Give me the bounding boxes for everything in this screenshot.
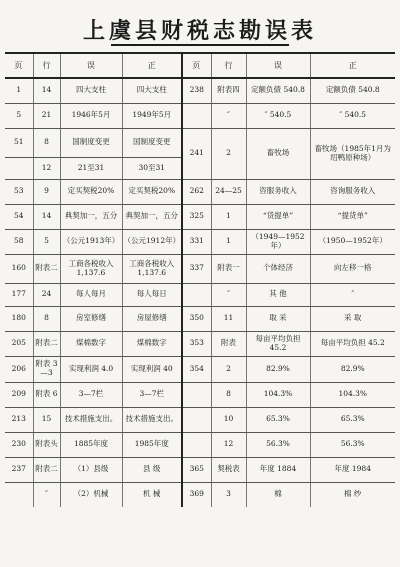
cell-left-page: 160: [5, 254, 33, 283]
cell-left-page: 213: [5, 407, 33, 432]
cell-left-page: 54: [5, 204, 33, 229]
cell-left-correct: 房屋修缮: [122, 306, 182, 331]
cell-left-line: 附表二: [33, 254, 60, 283]
cell-left-line: 附表头: [33, 432, 60, 457]
table-row: [5, 306, 395, 331]
cell-right-page: [182, 407, 211, 432]
cell-left-error: 典契加一，五分: [60, 204, 122, 229]
cell-right-page: 350: [182, 306, 211, 331]
cell-left-error: 房室修缮: [60, 306, 122, 331]
cell-right-correct: 咨询服务收入: [310, 179, 395, 204]
cell-right-page: [182, 382, 211, 407]
cell-left-line: 附表二: [33, 331, 60, 356]
cell-right-error: 个体经济: [246, 254, 310, 283]
cell-left-line: 8: [33, 306, 60, 331]
cell-right-error: 咨服务收入: [246, 179, 310, 204]
cell-left-line: 9: [33, 179, 60, 204]
cell-left-correct: 1949年5月: [122, 103, 182, 128]
cell-left-line: 21: [33, 103, 60, 128]
cell-right-correct: 82.9%: [310, 356, 395, 382]
cell-right-line: ″: [211, 283, 246, 306]
cell-right-page: 241: [182, 128, 211, 179]
cell-right-page: [182, 432, 211, 457]
cell-left-page: 206: [5, 356, 33, 382]
cell-left-page: 53: [5, 179, 33, 204]
cell-left-line: 5: [33, 229, 60, 254]
cell-left-page: 51: [5, 128, 33, 157]
cell-right-line: ″: [211, 103, 246, 128]
cell-right-correct: 定额负债 540.8: [310, 78, 395, 103]
cell-right-line: 12: [211, 432, 246, 457]
cell-right-line: 附表一: [211, 254, 246, 283]
cell-right-page: 262: [182, 179, 211, 204]
cell-left-error: 3—7栏: [60, 382, 122, 407]
table-row: [5, 78, 395, 103]
cell-right-line: 11: [211, 306, 246, 331]
cell-left-correct: 四大支柱: [122, 78, 182, 103]
cell-right-error: 65.3%: [246, 407, 310, 432]
cell-right-correct: “提货单”: [310, 204, 395, 229]
cell-right-error: 棉: [246, 482, 310, 507]
cell-left-error: 1885年度: [60, 432, 122, 457]
cell-left-line: 8: [33, 128, 60, 157]
cell-left-error: 21至31: [60, 157, 122, 179]
cell-left-page: 5: [5, 103, 33, 128]
cell-right-line: 附表: [211, 331, 246, 356]
cell-right-page: [182, 283, 211, 306]
table-header-row: [5, 53, 395, 78]
cell-left-correct: 煤棉数字: [122, 331, 182, 356]
table-row: [5, 103, 395, 128]
table-row: [5, 407, 395, 432]
cell-left-correct: 1985年度: [122, 432, 182, 457]
cell-left-line: 附表二: [33, 457, 60, 482]
cell-right-correct: ″ 540.5: [310, 103, 395, 128]
cell-right-correct: （1950—1952年）: [310, 229, 395, 254]
cell-left-error: 定买契税20%: [60, 179, 122, 204]
cell-left-page: 58: [5, 229, 33, 254]
cell-left-correct: 工商各税收入 1,137.6: [122, 254, 182, 283]
cell-right-error: 年度 1884: [246, 457, 310, 482]
cell-left-error: 实现利润 4.0: [60, 356, 122, 382]
cell-left-page: 1: [5, 78, 33, 103]
header-error-right: 误: [246, 53, 310, 78]
cell-right-line: 契税表: [211, 457, 246, 482]
cell-left-page: 205: [5, 331, 33, 356]
cell-left-correct: 县 级: [122, 457, 182, 482]
header-error-left: 误: [60, 53, 122, 78]
cell-right-error: 其 他: [246, 283, 310, 306]
cell-right-page: 353: [182, 331, 211, 356]
cell-right-page: 365: [182, 457, 211, 482]
cell-right-error: “货提单”: [246, 204, 310, 229]
cell-right-error: （1949—1952年）: [246, 229, 310, 254]
cell-right-line: 8: [211, 382, 246, 407]
cell-left-line: 12: [33, 157, 60, 179]
header-line-left: 行: [33, 53, 60, 78]
cell-left-error: 工商各税收入 1,137.6: [60, 254, 122, 283]
table-row: [5, 331, 395, 356]
cell-left-line: 24: [33, 283, 60, 306]
cell-left-page: 237: [5, 457, 33, 482]
cell-right-line: 附表四: [211, 78, 246, 103]
cell-right-error: 每亩平均负担 45.2: [246, 331, 310, 356]
cell-left-correct: 定买契税20%: [122, 179, 182, 204]
header-line-right: 行: [211, 53, 246, 78]
cell-right-page: 337: [182, 254, 211, 283]
cell-left-error: 每人每月: [60, 283, 122, 306]
cell-right-line: 3: [211, 482, 246, 507]
table-row: [5, 382, 395, 407]
table-row: [5, 482, 395, 507]
cell-right-correct: 年度 1984: [310, 457, 395, 482]
cell-left-error: （公元1913年）: [60, 229, 122, 254]
cell-left-correct: 每人每日: [122, 283, 182, 306]
table-row: [5, 204, 395, 229]
cell-right-error: 56.3%: [246, 432, 310, 457]
cell-right-correct: 56.3%: [310, 432, 395, 457]
cell-left-correct: 机 械: [122, 482, 182, 507]
cell-right-page: 369: [182, 482, 211, 507]
cell-right-line: 2: [211, 128, 246, 179]
page-title: 上虞县财税志勘误表: [82, 19, 317, 44]
cell-left-error: 技术措施支出。: [60, 407, 122, 432]
table-row: [5, 179, 395, 204]
cell-left-page: 180: [5, 306, 33, 331]
table-row: [5, 229, 395, 254]
cell-right-line: 1: [211, 204, 246, 229]
table-row: [5, 356, 395, 382]
cell-left-page: 209: [5, 382, 33, 407]
cell-left-correct: 技术措施支出。: [122, 407, 182, 432]
cell-left-error: 1946年5月: [60, 103, 122, 128]
cell-right-error: 定额负债 540.8: [246, 78, 310, 103]
header-correct-left: 正: [122, 53, 182, 78]
table-row: [5, 128, 395, 157]
cell-left-correct: 国制度变更: [122, 128, 182, 157]
cell-right-line: 24—25: [211, 179, 246, 204]
cell-right-page: 331: [182, 229, 211, 254]
cell-right-correct: ″: [310, 283, 395, 306]
cell-right-line: 2: [211, 356, 246, 382]
cell-right-error: 82.9%: [246, 356, 310, 382]
cell-left-page: [5, 482, 33, 507]
header-page-left: 页: [5, 53, 33, 78]
cell-right-line: 1: [211, 229, 246, 254]
cell-left-error: （1）县级: [60, 457, 122, 482]
errata-table: [5, 52, 395, 507]
table-row: [5, 432, 395, 457]
cell-left-line: 14: [33, 204, 60, 229]
table-row: [5, 457, 395, 482]
cell-left-correct: 典契加一，五分: [122, 204, 182, 229]
cell-left-line: 附表 3—3: [33, 356, 60, 382]
cell-right-error: 畜牧场: [246, 128, 310, 179]
cell-left-line: 14: [33, 78, 60, 103]
cell-left-line: 15: [33, 407, 60, 432]
cell-left-correct: （公元1912年）: [122, 229, 182, 254]
title-underline: [111, 44, 289, 46]
cell-right-correct: 采 取: [310, 306, 395, 331]
cell-right-page: 238: [182, 78, 211, 103]
cell-right-correct: 畜牧场（1985年1月为绍鸭原种场）: [310, 128, 395, 179]
table-row: [5, 254, 395, 283]
header-correct-right: 正: [310, 53, 395, 78]
cell-left-error: 煤棉数字: [60, 331, 122, 356]
cell-left-page: [5, 157, 33, 179]
table-body: [5, 78, 395, 507]
cell-left-page: 177: [5, 283, 33, 306]
cell-right-correct: 棉 纱: [310, 482, 395, 507]
cell-right-correct: 104.3%: [310, 382, 395, 407]
cell-left-correct: 3—7栏: [122, 382, 182, 407]
header-page-right: 页: [182, 53, 211, 78]
cell-right-page: [182, 103, 211, 128]
cell-right-correct: 向左移一格: [310, 254, 395, 283]
cell-right-correct: 65.3%: [310, 407, 395, 432]
cell-right-page: 354: [182, 356, 211, 382]
cell-right-error: ″ 540.5: [246, 103, 310, 128]
cell-left-correct: 30至31: [122, 157, 182, 179]
cell-right-error: 取 采: [246, 306, 310, 331]
cell-left-error: 国制度变更: [60, 128, 122, 157]
cell-right-error: 104.3%: [246, 382, 310, 407]
cell-left-correct: 实现利润 40: [122, 356, 182, 382]
cell-left-error: （2）机械: [60, 482, 122, 507]
cell-right-correct: 每亩平均负担 45.2: [310, 331, 395, 356]
table-row: [5, 283, 395, 306]
cell-right-page: 325: [182, 204, 211, 229]
cell-left-error: 四大支柱: [60, 78, 122, 103]
cell-left-line: 附表 6: [33, 382, 60, 407]
cell-right-line: 10: [211, 407, 246, 432]
cell-left-line: ″: [33, 482, 60, 507]
cell-left-page: 230: [5, 432, 33, 457]
